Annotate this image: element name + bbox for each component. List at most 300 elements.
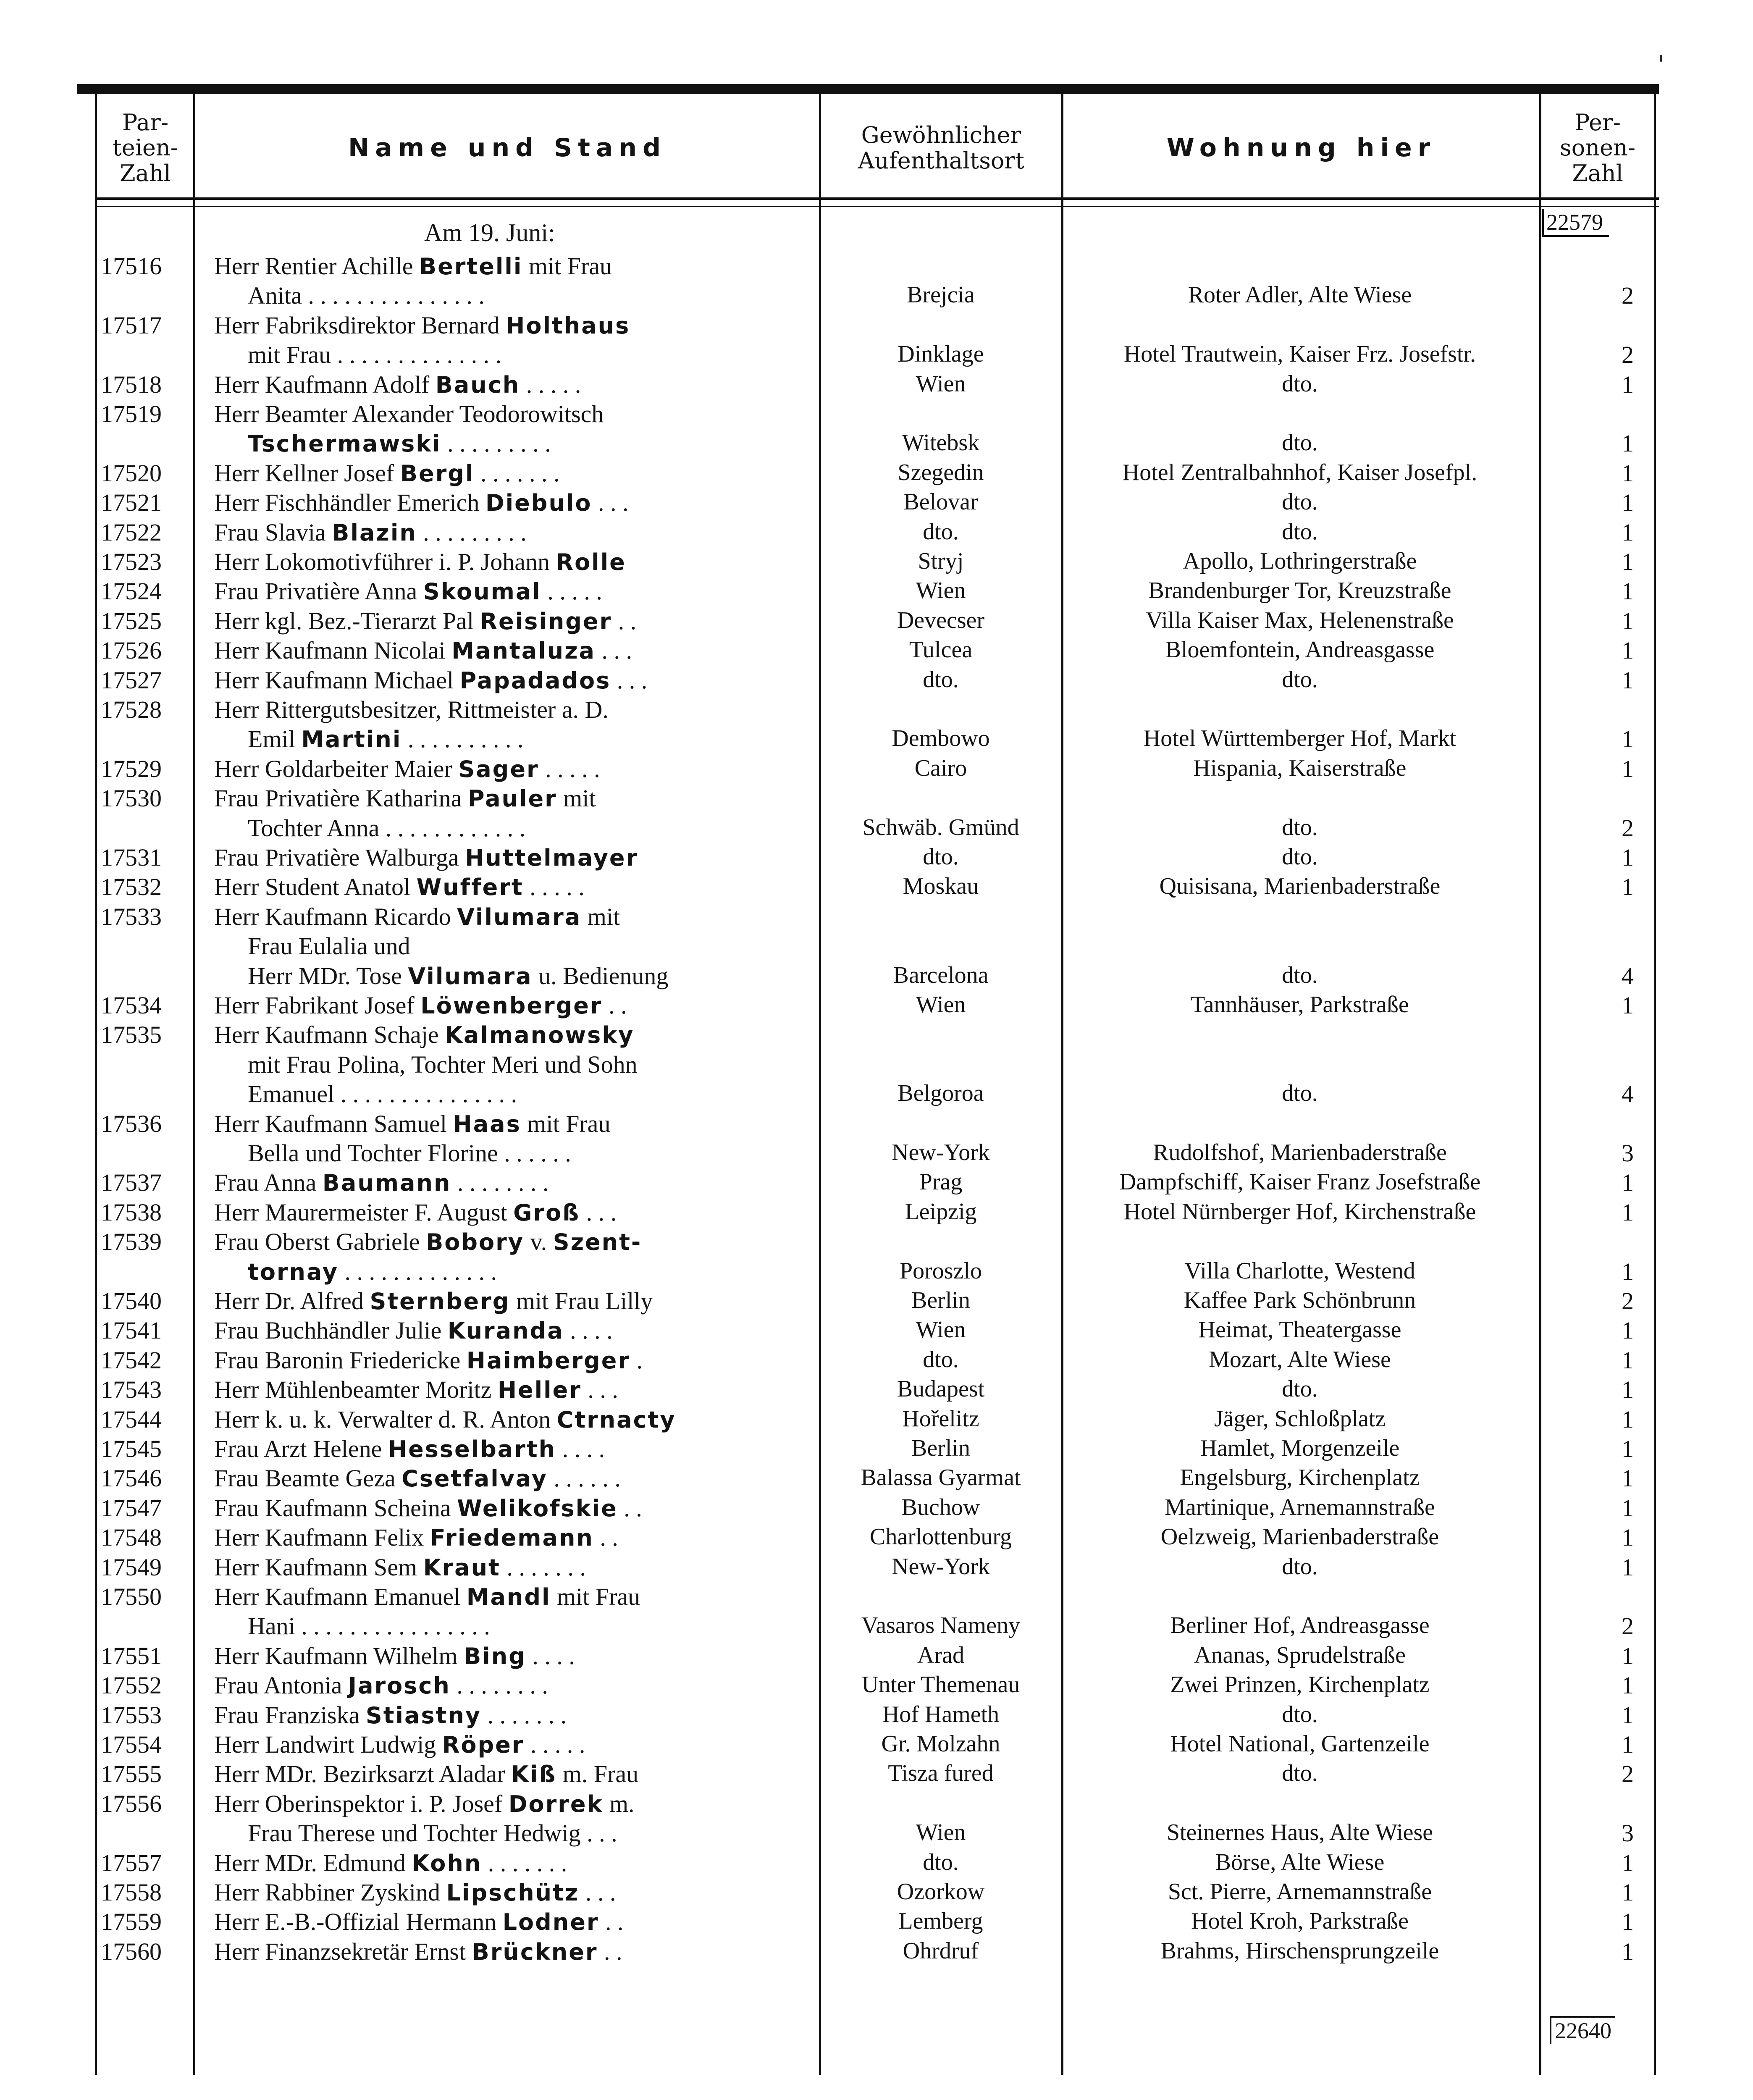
person-count: 1 bbox=[1622, 992, 1634, 1019]
person-count: 1 bbox=[1622, 430, 1634, 457]
party-number: 17532 bbox=[101, 873, 162, 901]
table-row bbox=[0, 607, 1753, 636]
surname: Csetfalvay bbox=[402, 1465, 548, 1492]
lodging: Hotel Württemberger Hof, Markt bbox=[1143, 725, 1456, 752]
name-line bbox=[214, 607, 798, 635]
name-text: Frau Buchhändler Julie bbox=[214, 1317, 448, 1344]
surname: Vilumara bbox=[457, 903, 582, 930]
name-text: Tochter Anna . . . . . . . . . . . . bbox=[248, 814, 526, 842]
party-number: 17525 bbox=[101, 607, 162, 635]
header-bottom-rule-2 bbox=[95, 206, 1659, 207]
table-row bbox=[0, 252, 1753, 311]
date-heading: Am 19. Juni: bbox=[424, 219, 555, 247]
name-line bbox=[214, 1346, 798, 1374]
name-text: Frau Arzt Helene bbox=[214, 1435, 388, 1462]
party-number: 17549 bbox=[101, 1553, 162, 1581]
name-text: Herr Kaufmann Schaje bbox=[214, 1021, 445, 1049]
name-line bbox=[248, 1050, 798, 1079]
header-partei-line: Zahl bbox=[120, 160, 171, 186]
table-row bbox=[0, 400, 1753, 459]
lodging: Hotel Kroh, Parkstraße bbox=[1191, 1908, 1409, 1935]
name-text: . . . bbox=[579, 1879, 616, 1906]
name-line bbox=[214, 843, 798, 872]
surname: Mandl bbox=[466, 1584, 551, 1610]
party-number: 17558 bbox=[101, 1879, 162, 1906]
name-text: m. bbox=[603, 1790, 635, 1817]
name-text: . . . . . . . bbox=[500, 1553, 586, 1581]
person-count: 1 bbox=[1622, 1465, 1634, 1492]
name-text: . . bbox=[612, 607, 637, 635]
party-number: 17533 bbox=[101, 903, 162, 930]
person-count: 1 bbox=[1622, 1346, 1634, 1374]
lodging: Hotel Nürnberger Hof, Kirchenstraße bbox=[1123, 1198, 1476, 1225]
surname: Jarosch bbox=[348, 1672, 451, 1699]
home-location: Brejcia bbox=[907, 282, 975, 308]
name-text: Frau Antonia bbox=[214, 1672, 348, 1699]
surname: Lodner bbox=[502, 1909, 599, 1936]
margin-mark bbox=[1660, 55, 1662, 62]
table-row bbox=[0, 311, 1753, 370]
name-line bbox=[214, 636, 798, 664]
name-text: . . . . . bbox=[541, 578, 602, 605]
surname: Sager bbox=[458, 756, 539, 782]
name-text: Herr Kellner Josef bbox=[214, 459, 400, 487]
lodging: dto. bbox=[1282, 844, 1318, 870]
name-line bbox=[214, 1849, 798, 1877]
party-number: 17540 bbox=[101, 1287, 162, 1315]
lodging: Sct. Pierre, Arnemannstraße bbox=[1168, 1879, 1432, 1905]
surname: Röper bbox=[442, 1732, 525, 1758]
lodging: dto. bbox=[1282, 962, 1318, 988]
table-row bbox=[0, 488, 1753, 518]
name-text: Herr Rabbiner Zyskind bbox=[214, 1879, 446, 1906]
name-line bbox=[214, 548, 798, 576]
person-count: 1 bbox=[1622, 1701, 1634, 1729]
header-personen-line: Zahl bbox=[1572, 160, 1623, 186]
name-line bbox=[214, 1494, 798, 1522]
table-row bbox=[0, 518, 1753, 548]
table-row bbox=[0, 843, 1753, 873]
party-number: 17542 bbox=[101, 1346, 162, 1374]
surname: Bertelli bbox=[419, 253, 523, 280]
person-count: 3 bbox=[1622, 1139, 1634, 1167]
home-location: Poroszlo bbox=[900, 1257, 982, 1284]
person-count: 1 bbox=[1622, 873, 1634, 901]
name-text: . . . . . bbox=[520, 370, 581, 398]
surname: Haimberger bbox=[466, 1347, 630, 1374]
name-text: Herr Fischhändler Emerich bbox=[214, 489, 485, 517]
table-row bbox=[0, 1464, 1753, 1494]
name-line bbox=[248, 725, 798, 753]
name-line bbox=[214, 1435, 798, 1463]
lodging: dto. bbox=[1282, 489, 1318, 515]
lodging: Martinique, Arnemannstraße bbox=[1165, 1494, 1435, 1520]
name-text: Frau Privatière Anna bbox=[214, 578, 423, 605]
surname: Martini bbox=[301, 726, 402, 753]
table-row bbox=[0, 1168, 1753, 1198]
name-text: mit Frau Lilly bbox=[510, 1287, 653, 1315]
name-text: . . bbox=[593, 1524, 618, 1551]
home-location: Unter Themenau bbox=[861, 1672, 1020, 1698]
name-line bbox=[214, 459, 798, 487]
name-text: . . . . . . . . bbox=[451, 1169, 549, 1197]
name-line bbox=[214, 903, 798, 931]
home-location: dto. bbox=[923, 666, 959, 693]
home-location: Ohrdruf bbox=[903, 1937, 979, 1964]
name-text: Herr Kaufmann Michael bbox=[214, 666, 460, 694]
party-number: 17554 bbox=[101, 1731, 162, 1758]
lodging: dto. bbox=[1282, 1553, 1318, 1580]
header-wohnung bbox=[1063, 97, 1539, 200]
home-location: Wien bbox=[916, 992, 966, 1018]
home-location: Wien bbox=[916, 370, 966, 397]
surname: Ctrnacty bbox=[556, 1406, 676, 1433]
name-line bbox=[248, 1139, 798, 1167]
person-count: 1 bbox=[1622, 1257, 1634, 1285]
name-text: . . . . . . . . . . . . . bbox=[338, 1257, 497, 1285]
lodging: Villa Kaiser Max, Helenenstraße bbox=[1146, 607, 1454, 633]
home-location: Gr. Molzahn bbox=[881, 1731, 1000, 1757]
table-row bbox=[0, 1198, 1753, 1228]
lodging: Bloemfontein, Andreasgasse bbox=[1165, 637, 1435, 663]
home-location: Stryj bbox=[918, 548, 964, 574]
party-number: 17556 bbox=[101, 1790, 162, 1817]
name-line bbox=[214, 1021, 798, 1049]
table-row bbox=[0, 1110, 1753, 1169]
lodging: Brandenburger Tor, Kreuzstraße bbox=[1148, 578, 1451, 604]
surname: Pauler bbox=[467, 785, 557, 812]
name-text: Herr Finanzsekretär Ernst bbox=[214, 1937, 472, 1965]
name-text: . . . . . . bbox=[547, 1465, 621, 1492]
person-count: 1 bbox=[1622, 607, 1634, 635]
home-location: Charlottenburg bbox=[869, 1524, 1012, 1550]
name-line bbox=[214, 1523, 798, 1551]
name-line bbox=[214, 1553, 798, 1581]
name-line bbox=[214, 1583, 798, 1611]
name-text: Frau Baronin Friedericke bbox=[214, 1346, 467, 1374]
table-row bbox=[0, 1228, 1753, 1287]
header-ort-line: Gewöhnlicher bbox=[861, 122, 1021, 149]
surname: Vilumara bbox=[408, 963, 533, 990]
name-text: Frau Oberst Gabriele bbox=[214, 1228, 426, 1256]
name-line bbox=[214, 400, 798, 428]
surname: Baumann bbox=[322, 1170, 451, 1197]
home-location: Wien bbox=[916, 1819, 966, 1846]
name-line bbox=[214, 518, 798, 546]
name-text: Frau Privatière Katharina bbox=[214, 785, 468, 812]
surname: Dorrek bbox=[508, 1790, 604, 1817]
person-count: 1 bbox=[1622, 548, 1634, 575]
party-number: 17534 bbox=[101, 992, 162, 1019]
name-text: . . . . bbox=[564, 1317, 613, 1344]
name-line bbox=[248, 932, 798, 960]
lodging: Tannhäuser, Parkstraße bbox=[1191, 992, 1409, 1018]
lodging: Villa Charlotte, Westend bbox=[1184, 1257, 1415, 1284]
name-text: mit Frau Polina, Tochter Meri und Sohn bbox=[248, 1050, 638, 1078]
lodging: Roter Adler, Alte Wiese bbox=[1188, 282, 1412, 308]
name-text: . . . . . . . . . bbox=[417, 518, 527, 546]
home-location: Wien bbox=[916, 578, 966, 604]
lodging: Jäger, Schloßplatz bbox=[1214, 1405, 1386, 1432]
person-count: 1 bbox=[1622, 489, 1634, 517]
party-number: 17555 bbox=[101, 1760, 162, 1788]
home-location: Buchow bbox=[901, 1494, 980, 1520]
home-location: Moskau bbox=[903, 873, 979, 900]
name-text: . . . . . . . bbox=[474, 459, 560, 487]
party-number: 17536 bbox=[101, 1110, 162, 1137]
name-text: . . bbox=[617, 1494, 642, 1522]
table-row bbox=[0, 1316, 1753, 1346]
party-number: 17553 bbox=[101, 1701, 162, 1729]
party-number: 17517 bbox=[101, 311, 162, 339]
table-row bbox=[0, 1435, 1753, 1464]
surname: Kuranda bbox=[447, 1318, 564, 1344]
person-count: 1 bbox=[1622, 518, 1634, 546]
name-text: . . . bbox=[580, 1198, 617, 1226]
name-text: . . . . . . . . . bbox=[441, 430, 551, 457]
home-location: Arad bbox=[917, 1642, 964, 1668]
table-row bbox=[0, 459, 1753, 488]
table-row bbox=[0, 1760, 1753, 1789]
name-line bbox=[248, 814, 798, 842]
home-location: Leipzig bbox=[905, 1198, 977, 1225]
lodging: Oelzweig, Marienbaderstraße bbox=[1160, 1524, 1439, 1550]
name-line bbox=[214, 1760, 798, 1788]
party-number: 17551 bbox=[101, 1642, 162, 1670]
name-text: . . bbox=[602, 992, 627, 1019]
party-number: 17541 bbox=[101, 1317, 162, 1344]
table-row bbox=[0, 696, 1753, 755]
home-location: Berlin bbox=[911, 1435, 970, 1461]
party-number: 17557 bbox=[101, 1849, 162, 1877]
home-location: dto. bbox=[923, 518, 959, 545]
name-text: Emil bbox=[248, 725, 302, 753]
table-row bbox=[0, 1671, 1753, 1701]
name-text: Herr Kaufmann Samuel bbox=[214, 1110, 453, 1137]
lodging: Apollo, Lothringerstraße bbox=[1183, 548, 1417, 574]
header-partei bbox=[97, 97, 193, 200]
name-line bbox=[214, 755, 798, 783]
table-row bbox=[0, 1730, 1753, 1760]
lodging: Hotel Zentralbahnhof, Kaiser Josefpl. bbox=[1122, 459, 1477, 486]
person-count: 1 bbox=[1622, 1849, 1634, 1877]
party-number: 17518 bbox=[101, 370, 162, 398]
name-text: Herr k. u. k. Verwalter d. R. Anton bbox=[214, 1405, 557, 1433]
name-text: Frau Therese und Tochter Hedwig . . . bbox=[248, 1819, 617, 1847]
name-line bbox=[214, 1228, 798, 1256]
lodging: dto. bbox=[1282, 1701, 1318, 1727]
person-count: 1 bbox=[1622, 755, 1634, 782]
home-location: Dinklage bbox=[897, 341, 984, 368]
name-text: Herr Kaufmann Sem bbox=[214, 1553, 423, 1581]
lodging: Engelsburg, Kirchenplatz bbox=[1180, 1465, 1420, 1491]
person-count: 2 bbox=[1622, 814, 1634, 842]
lodging: Hispania, Kaiserstraße bbox=[1193, 755, 1407, 781]
home-location: Witebsk bbox=[902, 430, 980, 456]
person-count: 2 bbox=[1622, 341, 1634, 369]
table-row bbox=[0, 1849, 1753, 1878]
party-number: 17537 bbox=[101, 1169, 162, 1197]
person-count: 4 bbox=[1622, 962, 1634, 990]
lodging: Kaffee Park Schönbrunn bbox=[1184, 1287, 1416, 1313]
surname: Stiastny bbox=[365, 1702, 482, 1729]
person-count: 1 bbox=[1622, 1642, 1634, 1670]
surname: Kohn bbox=[412, 1850, 482, 1877]
party-number: 17523 bbox=[101, 548, 162, 575]
name-line bbox=[214, 577, 798, 605]
surname: Welikofskie bbox=[457, 1495, 618, 1522]
name-text: Herr Student Anatol bbox=[214, 873, 417, 901]
surname: Mantaluza bbox=[451, 638, 596, 664]
table-row bbox=[0, 1878, 1753, 1908]
party-number: 17544 bbox=[101, 1405, 162, 1433]
home-location: Devecser bbox=[897, 607, 985, 633]
name-line bbox=[214, 1198, 798, 1226]
name-text: Herr MDr. Edmund bbox=[214, 1849, 412, 1877]
lodging: dto. bbox=[1282, 518, 1318, 545]
surname: Diebulo bbox=[485, 490, 592, 517]
name-text: Herr Mühlenbeamter Moritz bbox=[214, 1376, 498, 1404]
carry-over-total: 22579 bbox=[1542, 209, 1609, 237]
home-location: Hof Hameth bbox=[882, 1701, 1000, 1727]
surname: Heller bbox=[497, 1377, 582, 1404]
name-text: . . bbox=[599, 1908, 624, 1936]
name-text: mit bbox=[557, 785, 596, 812]
lodging: Zwei Prinzen, Kirchenplatz bbox=[1170, 1672, 1430, 1698]
home-location: Szegedin bbox=[897, 459, 984, 486]
table-row bbox=[0, 1642, 1753, 1671]
home-location: Vasaros Nameny bbox=[861, 1612, 1020, 1639]
table-row bbox=[0, 991, 1753, 1021]
lodging: dto. bbox=[1282, 1080, 1318, 1107]
name-text: Herr Dr. Alfred bbox=[214, 1287, 370, 1315]
header-personen-line: Per- bbox=[1575, 109, 1621, 136]
surname: Bergl bbox=[400, 460, 475, 487]
name-line bbox=[248, 1612, 798, 1640]
header-name bbox=[196, 97, 819, 200]
home-location: Prag bbox=[919, 1169, 963, 1195]
home-location: dto. bbox=[923, 1849, 959, 1875]
lodging: Steinernes Haus, Alte Wiese bbox=[1166, 1819, 1433, 1846]
name-text: Frau Kaufmann Scheina bbox=[214, 1494, 457, 1522]
person-count: 1 bbox=[1622, 1908, 1634, 1936]
name-line bbox=[214, 1790, 798, 1818]
surname: tornay bbox=[248, 1258, 339, 1285]
surname: Szent- bbox=[553, 1229, 642, 1256]
name-text: . . bbox=[598, 1937, 622, 1965]
home-location: Belovar bbox=[903, 489, 978, 515]
name-text: Herr Kaufmann Nicolai bbox=[214, 637, 452, 664]
party-number: 17529 bbox=[101, 755, 162, 782]
header-personen bbox=[1541, 97, 1654, 200]
surname: Papadados bbox=[459, 667, 611, 694]
party-number: 17560 bbox=[101, 1937, 162, 1965]
home-location: Wien bbox=[916, 1317, 966, 1343]
name-text: Herr Kaufmann Adolf bbox=[214, 370, 436, 398]
name-line bbox=[214, 1878, 798, 1906]
party-number: 17545 bbox=[101, 1435, 162, 1462]
lodging: Dampfschiff, Kaiser Franz Josefstraße bbox=[1119, 1169, 1481, 1195]
home-location: Barcelona bbox=[893, 962, 989, 988]
table-row bbox=[0, 1405, 1753, 1435]
party-number: 17528 bbox=[101, 696, 162, 723]
name-line bbox=[214, 1287, 798, 1315]
name-text: Frau Anna bbox=[214, 1169, 323, 1197]
name-text: Herr Kaufmann Emanuel bbox=[214, 1583, 467, 1610]
top-rule bbox=[77, 84, 1659, 94]
header-ort bbox=[821, 97, 1061, 200]
name-text: . . . bbox=[592, 489, 629, 517]
name-line bbox=[214, 1701, 798, 1729]
surname: Bobory bbox=[426, 1229, 524, 1256]
name-text: Herr E.-B.-Offizial Hermann bbox=[214, 1908, 503, 1936]
table-row bbox=[0, 1287, 1753, 1316]
name-line bbox=[248, 1257, 798, 1286]
party-number: 17516 bbox=[101, 252, 162, 280]
surname: Brückner bbox=[472, 1938, 598, 1965]
table-row bbox=[0, 548, 1753, 577]
table-row bbox=[0, 577, 1753, 606]
person-count: 1 bbox=[1622, 1879, 1634, 1906]
lodging: Hotel Trautwein, Kaiser Frz. Josefstr. bbox=[1123, 341, 1476, 368]
name-text: Herr MDr. Tose bbox=[248, 962, 408, 990]
header-partei-line: Par- bbox=[122, 109, 169, 136]
party-number: 17547 bbox=[101, 1494, 162, 1522]
name-line bbox=[214, 1908, 798, 1936]
lodging: Mozart, Alte Wiese bbox=[1209, 1346, 1391, 1373]
lodging: dto. bbox=[1282, 666, 1318, 693]
lodging: Ananas, Sprudelstraße bbox=[1194, 1642, 1406, 1668]
home-location: Berlin bbox=[911, 1287, 970, 1313]
lodging: dto. bbox=[1282, 1760, 1318, 1787]
name-line bbox=[214, 1464, 798, 1492]
table-row bbox=[0, 1908, 1753, 1937]
name-text: . . . . . bbox=[539, 755, 600, 782]
header-ort-line: Aufenthaltsort bbox=[858, 147, 1024, 174]
home-location: Tisza fured bbox=[888, 1760, 994, 1787]
name-line bbox=[214, 488, 798, 517]
name-text: Herr Oberinspektor i. P. Josef bbox=[214, 1790, 509, 1817]
home-location: Hořelitz bbox=[902, 1405, 979, 1432]
name-text: . . . bbox=[611, 666, 648, 694]
surname: Löwenberger bbox=[420, 992, 603, 1019]
name-text: Frau Beamte Geza bbox=[214, 1465, 402, 1492]
table-row bbox=[0, 1494, 1753, 1523]
person-count: 2 bbox=[1622, 1612, 1634, 1640]
person-count: 1 bbox=[1622, 1937, 1634, 1965]
lodging: Rudolfshof, Marienbaderstraße bbox=[1153, 1139, 1447, 1166]
lodging: dto. bbox=[1282, 370, 1318, 397]
name-text: . . . . bbox=[526, 1642, 575, 1670]
surname: Skoumal bbox=[423, 578, 541, 605]
name-line bbox=[214, 1937, 798, 1966]
name-text: Bella und Tochter Florine . . . . . . bbox=[248, 1139, 571, 1167]
person-count: 1 bbox=[1622, 1524, 1634, 1551]
surname: Sternberg bbox=[370, 1288, 510, 1315]
table-row bbox=[0, 1376, 1753, 1405]
home-location: dto. bbox=[923, 844, 959, 870]
header-name-label: Name und Stand bbox=[348, 133, 667, 163]
name-text: . . . . . . . bbox=[482, 1849, 567, 1877]
person-count: 1 bbox=[1622, 1672, 1634, 1699]
person-count: 1 bbox=[1622, 578, 1634, 605]
final-total: 22640 bbox=[1550, 2016, 1615, 2044]
table-row bbox=[0, 903, 1753, 991]
name-text: Herr Kaufmann Felix bbox=[214, 1524, 430, 1551]
name-text: . . . . . bbox=[523, 873, 585, 901]
person-count: 2 bbox=[1622, 1760, 1634, 1788]
name-text: Herr Rittergutsbesitzer, Rittmeister a. D. bbox=[214, 696, 609, 723]
